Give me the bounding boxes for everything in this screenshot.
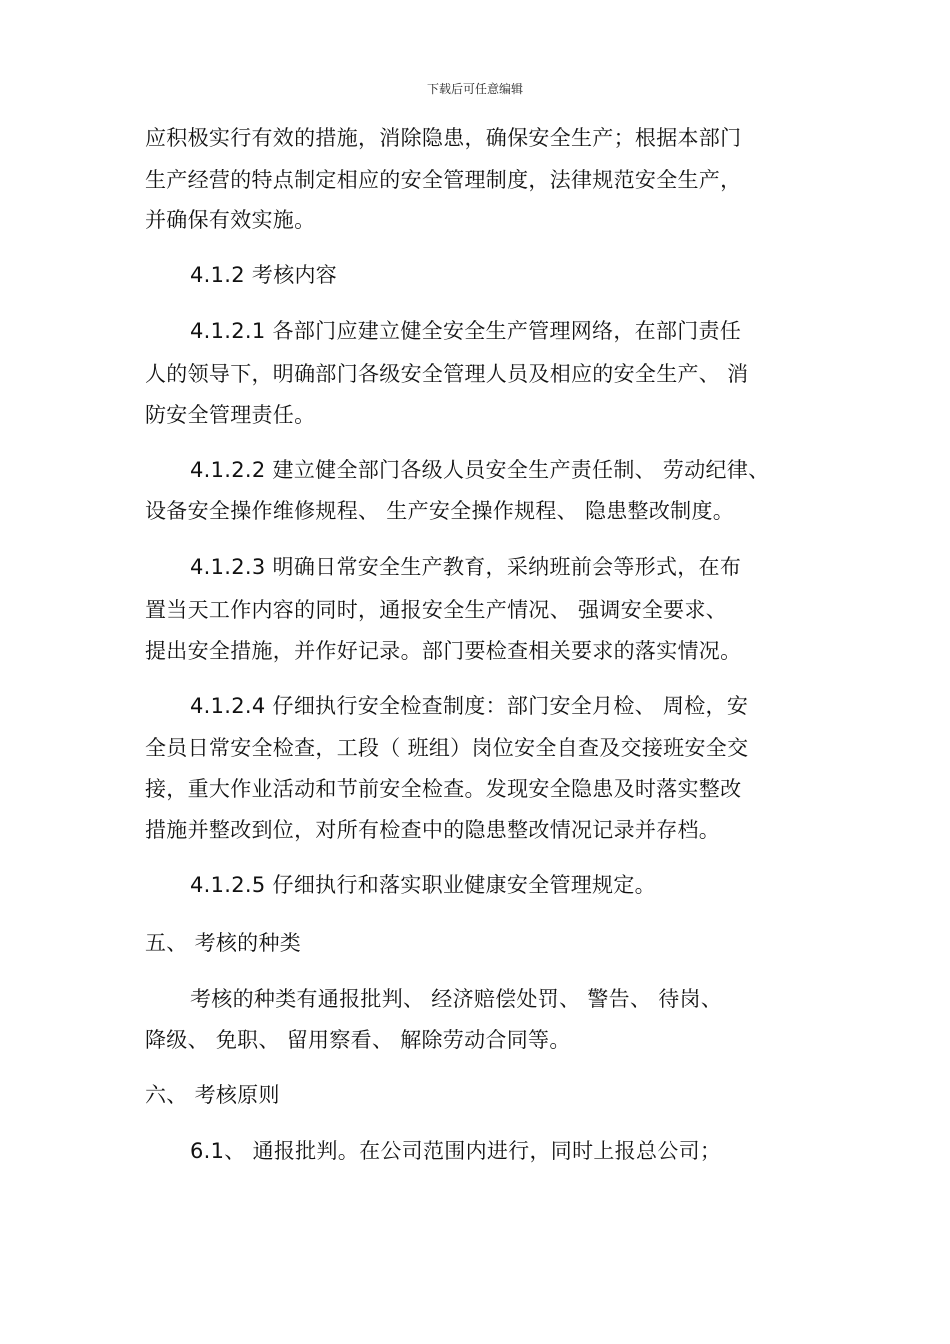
body-line: 置当天工作内容的同时，通报安全生产情况、 强调安全要求、 (145, 598, 728, 622)
body-line: 措施并整改到位，对所有检查中的隐患整改情况记录并存档。 (145, 818, 721, 842)
body-line: 4.1.2.3 明确日常安全生产教育，采纳班前会等形式，在布 (190, 555, 742, 579)
body-line: 人的领导下，明确部门各级安全管理人员及相应的安全生产、 消 (145, 362, 749, 386)
body-line: 4.1.2.5 仔细执行和落实职业健康安全管理规定。 (190, 873, 656, 897)
body-line: 考核的种类有通报批判、 经济赔偿处罚、 警告、 待岗、 (190, 987, 723, 1011)
section-heading: 五、 考核的种类 (145, 931, 302, 955)
body-line: 应积极实行有效的措施，消除隐患，确保安全生产；根据本部门 (145, 126, 742, 150)
body-line: 全员日常安全检查，工段（ 班组）岗位安全自查及交接班安全交 (145, 736, 749, 760)
body-line: 防安全管理责任。 (145, 403, 316, 427)
body-line: 生产经营的特点制定相应的安全管理制度，法律规范安全生产， (145, 168, 742, 192)
section-heading: 4.1.2 考核内容 (190, 263, 338, 287)
body-line: 并确保有效实施。 (145, 208, 316, 232)
body-line: 4.1.2.2 建立健全部门各级人员安全生产责任制、 劳动纪律、 (190, 458, 770, 482)
body-line: 降级、 免职、 留用察看、 解除劳动合同等。 (145, 1028, 571, 1052)
body-line: 接，重大作业活动和节前安全检查。发现安全隐患及时落实整改 (145, 777, 742, 801)
header-note: 下载后可任意编辑 (426, 82, 523, 96)
body-line: 提出安全措施，并作好记录。部门要检查相关要求的落实情况。 (145, 639, 742, 663)
body-line: 4.1.2.4 仔细执行安全检查制度：部门安全月检、 周检，安 (190, 694, 749, 718)
body-line: 6.1、 通报批判。在公司范围内进行，同时上报总公司； (190, 1139, 722, 1163)
section-heading: 六、 考核原则 (145, 1083, 280, 1107)
body-line: 4.1.2.1 各部门应建立健全安全生产管理网络，在部门责任 (190, 319, 742, 343)
body-line: 设备安全操作维修规程、 生产安全操作规程、 隐患整改制度。 (145, 499, 735, 523)
